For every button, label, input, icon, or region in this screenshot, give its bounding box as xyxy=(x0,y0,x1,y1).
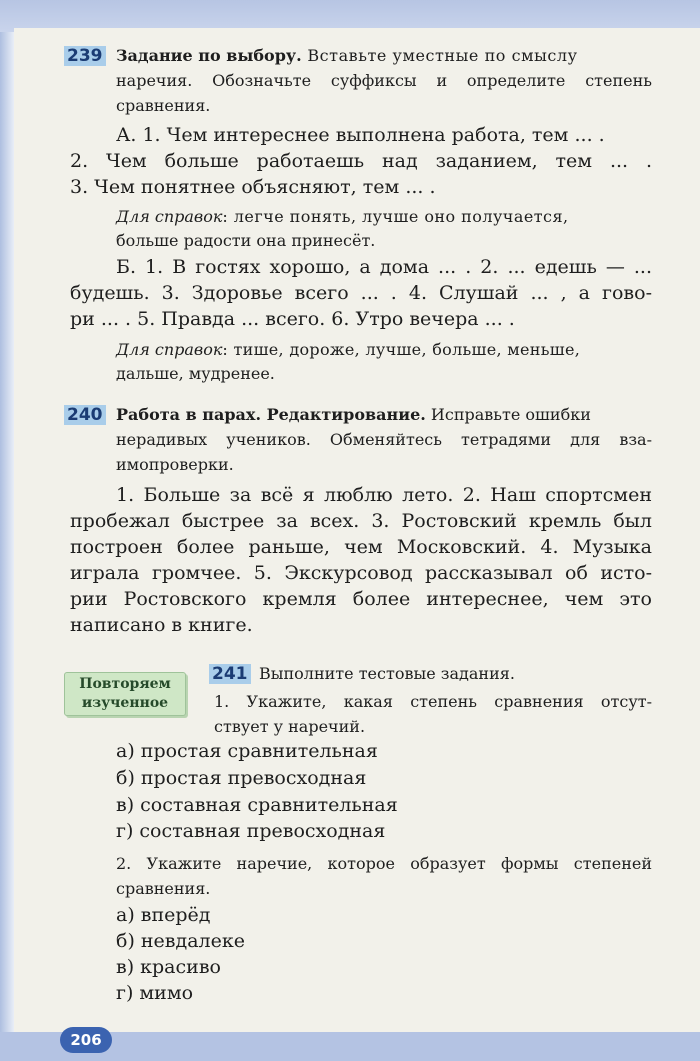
exercise-240-text-line-3: построен более раньше, чем Московский. 4. Музыка xyxy=(70,536,652,558)
exercise-240-text-line-2: пробежал быстрее за всех. 3. Ростовский кремль был xyxy=(70,510,652,532)
exercise-240-text-line-6: написано в книге. xyxy=(70,614,253,636)
exercise-239-instruction-3: сравнения. xyxy=(116,96,211,115)
reference-b-words: : тише, дороже, лучше, больше, меньше, xyxy=(222,340,581,359)
exercise-241-q1-line-1: 1. Укажите, какая степень сравнения отсут- xyxy=(214,692,652,711)
exercise-239-title: Задание по выбору. xyxy=(116,46,302,65)
exercise-240-instruction-1: Исправьте ошибки xyxy=(425,405,591,424)
exercise-240-text-line-1: 1. Больше за всё я люблю лето. 2. Наш спортсмен xyxy=(116,484,652,506)
exercise-239-reference-b-2: дальше, мудренее. xyxy=(116,364,275,383)
exercise-239-heading xyxy=(116,48,652,64)
reference-a-label: Для справок xyxy=(116,207,223,226)
q1-option-b: б) простая превосходная xyxy=(116,767,367,789)
exercise-239-b-line-3: ри ... . 5. Правда ... всего. 6. Утро вечера ... . xyxy=(70,308,515,330)
q2-option-b: б) невдалеке xyxy=(116,930,245,952)
review-badge-line-1: Повторяем xyxy=(79,676,171,692)
exercise-240-instruction-3: имопроверки. xyxy=(116,455,234,474)
exercise-240-text-line-5: рии Ростовского кремля более интереснее, чем это xyxy=(70,588,652,610)
q1-option-c: в) составная сравнительная xyxy=(116,794,398,816)
exercise-240-title: Работа в парах. Редактирование. xyxy=(116,405,426,424)
exercise-239-a-line-3: 3. Чем понятнее объясняют, тем ... . xyxy=(70,176,436,198)
exercise-239-reference-a xyxy=(116,209,652,225)
exercise-240-heading xyxy=(116,407,652,423)
exercise-240-number: 240 xyxy=(64,405,106,425)
exercise-241-q2-line-1: 2. Укажите наречие, которое образует формы степеней xyxy=(116,854,652,873)
q1-option-d: г) составная превосходная xyxy=(116,820,386,842)
review-badge-line-2: изученное xyxy=(81,695,169,711)
exercise-239-instruction-1: Вставьте уместные по смыслу xyxy=(301,46,578,65)
exercise-239-b-line-2: будешь. 3. Здоровье всего ... . 4. Слушай ... , а гово- xyxy=(70,282,652,304)
q2-option-d: г) мимо xyxy=(116,982,194,1004)
exercise-241-q2-line-2: сравнения. xyxy=(116,879,211,898)
exercise-240-text-line-4: играла громчее. 5. Экскурсовод рассказывал об исто- xyxy=(70,562,652,584)
reference-a-words: : легче понять, лучше оно получается, xyxy=(222,207,569,226)
reference-b-label: Для справок xyxy=(116,340,223,359)
exercise-240-instruction-2: нерадивых учеников. Обменяйтесь тетрадями для вза- xyxy=(116,430,652,449)
exercise-239-a-line-1: А. 1. Чем интереснее выполнена работа, тем ... . xyxy=(116,124,605,146)
exercise-241-number: 241 xyxy=(209,664,251,684)
exercise-239-reference-a-2: больше радости она принесёт. xyxy=(116,231,376,250)
page-number: 206 xyxy=(60,1027,112,1053)
exercise-239-reference-b xyxy=(116,342,652,358)
exercise-239-b-line-1: Б. 1. В гостях хорошо, а дома ... . 2. ... едешь — ... xyxy=(116,256,652,278)
page-binding-edge xyxy=(0,32,14,1032)
review-badge xyxy=(64,672,186,716)
q2-option-a: а) вперёд xyxy=(116,904,211,926)
exercise-239-number: 239 xyxy=(64,46,106,66)
q2-option-c: в) красиво xyxy=(116,956,221,978)
exercise-239-a-line-2: 2. Чем больше работаешь над заданием, тем ... . xyxy=(70,150,652,172)
exercise-239-instruction-2: наречия. Обозначьте суффиксы и определите степень xyxy=(116,71,652,90)
q1-option-a: а) простая сравнительная xyxy=(116,740,378,762)
exercise-241-instruction: Выполните тестовые задания. xyxy=(259,664,515,683)
exercise-241-q1-line-2: ствует у наречий. xyxy=(214,717,366,736)
